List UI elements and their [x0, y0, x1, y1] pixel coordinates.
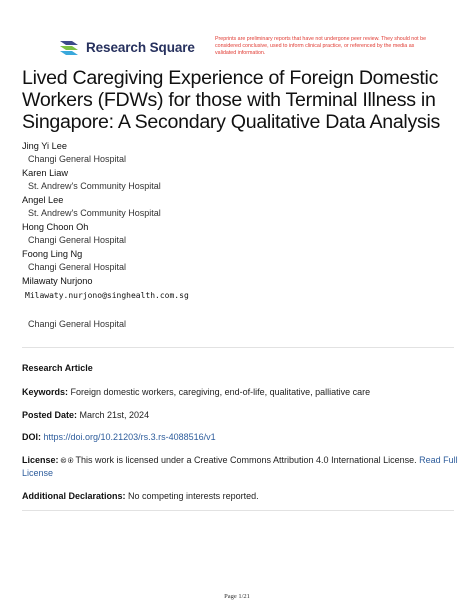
paper-title: Lived Caregiving Experience of Foreign Domestic Workers (FDWs) for those with Terminal Illness in Singapore: A Secondary Qualitative Data Analysis — [22, 67, 441, 133]
license-text: This work is licensed under a Creative Commons Attribution 4.0 International License. — [75, 455, 417, 465]
doi-label: DOI: — [22, 432, 41, 442]
posted-date-value: March 21st, 2024 — [79, 410, 150, 420]
license — [22, 454, 460, 479]
author-affiliation: Changi General Hospital — [28, 235, 127, 245]
page-number: Page 1/21 — [224, 593, 250, 600]
author-entry — [22, 167, 462, 193]
research-square-logo-icon — [58, 37, 80, 57]
author-email[interactable]: Milawaty.nurjono@singhealth.com.sg — [25, 291, 189, 300]
author-entry — [22, 140, 462, 166]
author-entry — [22, 275, 462, 331]
doi — [22, 431, 460, 443]
author-entry — [22, 194, 462, 220]
author-affiliation: Changi General Hospital — [28, 319, 127, 329]
logo-text: Research Square — [86, 39, 195, 55]
author-affiliation: Changi General Hospital — [28, 154, 127, 164]
article-type — [22, 362, 460, 374]
keywords-value: Foreign domestic workers, caregiving, end-of-life, qualitative, palliative care — [70, 387, 371, 397]
author-affiliation: Changi General Hospital — [28, 262, 127, 272]
divider — [22, 347, 454, 348]
divider — [22, 510, 454, 511]
preprint-disclaimer: Preprints are preliminary reports that have not undergone peer review. They should not be considered conclusive, used to inform clinical practice, or referenced by the media as validated information. — [215, 36, 427, 57]
author-affiliation: St. Andrew's Community Hospital — [28, 181, 161, 191]
article-type-label: Research Article — [22, 363, 93, 373]
author-name: Hong Choon Oh — [22, 222, 89, 232]
posted-date-label: Posted Date: — [22, 410, 78, 420]
additional-declarations — [22, 490, 460, 502]
creative-commons-icon: 🅭 🅯 — [61, 456, 74, 465]
author-entry — [22, 248, 462, 274]
author-name: Jing Yi Lee — [22, 141, 67, 151]
author-name: Angel Lee — [22, 195, 64, 205]
read-full-license-link[interactable]: Read Full License — [22, 455, 458, 478]
research-square-logo[interactable] — [58, 37, 195, 57]
author-entry — [22, 221, 462, 247]
declarations-label: Additional Declarations: — [22, 491, 126, 501]
author-name: Milawaty Nurjono — [22, 276, 93, 286]
license-label: License: — [22, 455, 59, 465]
author-name: Karen Liaw — [22, 168, 68, 178]
keywords — [22, 386, 460, 398]
author-name: Foong Ling Ng — [22, 249, 83, 259]
doi-link[interactable]: https://doi.org/10.21203/rs.3.rs-4088516/v1 — [43, 432, 216, 442]
author-list — [22, 140, 462, 332]
author-affiliation: St. Andrew's Community Hospital — [28, 208, 161, 218]
posted-date — [22, 409, 460, 421]
keywords-label: Keywords: — [22, 387, 69, 397]
declarations-value: No competing interests reported. — [128, 491, 259, 501]
